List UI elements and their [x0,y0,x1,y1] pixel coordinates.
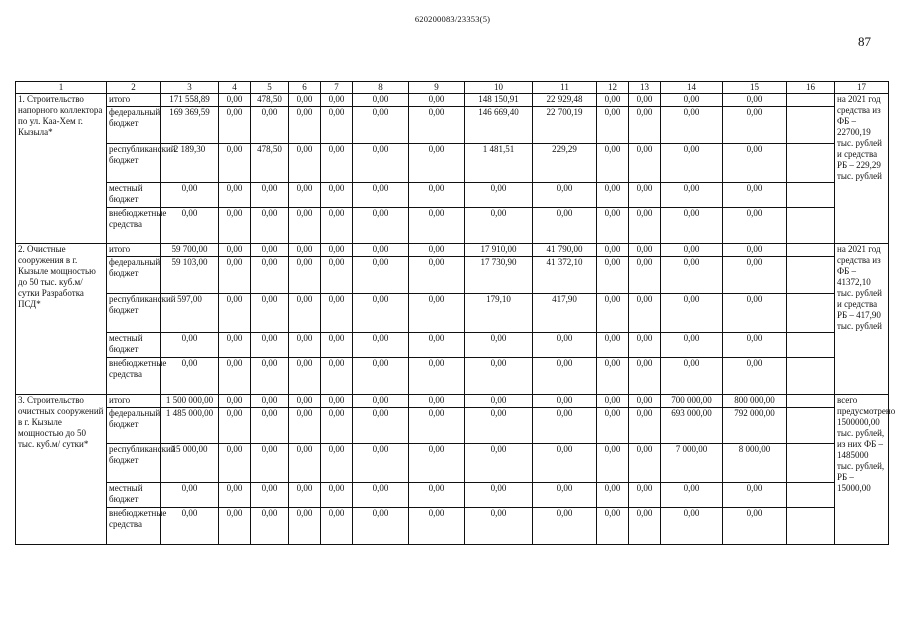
amount-cell: 0,00 [353,357,409,394]
amount-cell: 0,00 [161,357,219,394]
amount-cell: 0,00 [465,444,533,483]
amount-cell: 1 485 000,00 [161,407,219,444]
amount-cell [787,394,835,407]
amount-cell: 0,00 [321,332,353,357]
amount-cell: 0,00 [533,207,597,244]
column-number: 12 [597,82,629,94]
amount-cell: 0,00 [661,244,723,257]
amount-cell: 0,00 [533,483,597,508]
amount-cell: 0,00 [289,207,321,244]
amount-cell: 0,00 [597,357,629,394]
amount-cell: 0,00 [353,182,409,207]
amount-cell: 0,00 [723,244,787,257]
amount-cell: 0,00 [661,294,723,333]
amount-cell: 0,00 [597,394,629,407]
amount-cell: 0,00 [597,508,629,545]
amount-cell: 0,00 [289,357,321,394]
amount-cell: 0,00 [353,394,409,407]
amount-cell: 0,00 [353,294,409,333]
amount-cell [787,444,835,483]
amount-cell: 22 929,48 [533,94,597,107]
amount-cell: 0,00 [661,508,723,545]
amount-cell: 0,00 [353,332,409,357]
amount-cell [787,106,835,143]
amount-cell: 0,00 [465,207,533,244]
amount-cell: 0,00 [251,257,289,294]
amount-cell: 792 000,00 [723,407,787,444]
funding-source: итого [107,94,161,107]
table-row [16,407,889,444]
amount-cell: 0,00 [251,332,289,357]
column-number: 9 [409,82,465,94]
funding-source: внебюджетные средства [107,207,161,244]
amount-cell: 0,00 [289,394,321,407]
amount-cell: 0,00 [409,508,465,545]
amount-cell: 800 000,00 [723,394,787,407]
funding-source: федеральный бюджет [107,257,161,294]
amount-cell: 0,00 [219,182,251,207]
amount-cell: 0,00 [661,257,723,294]
amount-cell: 0,00 [465,407,533,444]
funding-source: местный бюджет [107,182,161,207]
amount-cell: 0,00 [321,207,353,244]
amount-cell: 0,00 [629,294,661,333]
amount-cell: 0,00 [219,394,251,407]
project-name: 1. Строительство напорного коллектора по ул. Каа-Хем г. Кызыла* [16,94,107,244]
amount-cell: 0,00 [289,182,321,207]
document-id: 620200083/23353(5) [414,14,491,24]
amount-cell: 0,00 [161,182,219,207]
amount-cell: 0,00 [597,244,629,257]
amount-cell: 0,00 [321,143,353,182]
amount-cell: 0,00 [321,394,353,407]
amount-cell: 0,00 [161,483,219,508]
amount-cell [787,483,835,508]
amount-cell: 0,00 [409,143,465,182]
amount-cell [787,143,835,182]
column-number: 1 [16,82,107,94]
amount-cell: 0,00 [353,444,409,483]
amount-cell: 1 481,51 [465,143,533,182]
amount-cell: 179,10 [465,294,533,333]
amount-cell: 0,00 [219,257,251,294]
amount-cell: 700 000,00 [661,394,723,407]
column-numbers-row [16,82,889,94]
amount-cell: 7 000,00 [661,444,723,483]
amount-cell: 41 790,00 [533,244,597,257]
funding-source: внебюджетные средства [107,508,161,545]
amount-cell: 597,00 [161,294,219,333]
amount-cell [787,207,835,244]
amount-cell: 15 000,00 [161,444,219,483]
amount-cell: 0,00 [409,207,465,244]
amount-cell: 229,29 [533,143,597,182]
amount-cell: 0,00 [219,407,251,444]
amount-cell: 0,00 [289,407,321,444]
amount-cell: 0,00 [409,332,465,357]
amount-cell [787,257,835,294]
amount-cell: 0,00 [289,143,321,182]
amount-cell: 0,00 [661,106,723,143]
amount-cell: 0,00 [219,483,251,508]
amount-cell: 0,00 [723,106,787,143]
amount-cell: 0,00 [597,106,629,143]
amount-cell: 0,00 [219,332,251,357]
amount-cell: 0,00 [629,483,661,508]
amount-cell: 0,00 [723,332,787,357]
amount-cell: 0,00 [321,182,353,207]
amount-cell: 0,00 [321,106,353,143]
column-number: 15 [723,82,787,94]
amount-cell: 0,00 [251,207,289,244]
amount-cell: 0,00 [629,143,661,182]
amount-cell: 0,00 [723,94,787,107]
amount-cell: 0,00 [219,508,251,545]
amount-cell: 0,00 [219,94,251,107]
table-row [16,244,889,257]
funding-source: федеральный бюджет [107,407,161,444]
amount-cell: 0,00 [723,257,787,294]
amount-cell: 0,00 [251,483,289,508]
amount-cell: 0,00 [251,394,289,407]
amount-cell: 146 669,40 [465,106,533,143]
amount-cell: 0,00 [409,94,465,107]
amount-cell: 0,00 [289,483,321,508]
amount-cell: 0,00 [629,508,661,545]
amount-cell: 0,00 [723,508,787,545]
amount-cell: 693 000,00 [661,407,723,444]
column-number: 16 [787,82,835,94]
amount-cell: 0,00 [289,294,321,333]
amount-cell: 0,00 [629,106,661,143]
amount-cell: 22 700,19 [533,106,597,143]
amount-cell: 0,00 [533,357,597,394]
table-row [16,294,889,333]
amount-cell: 2 189,30 [161,143,219,182]
amount-cell: 0,00 [251,182,289,207]
amount-cell: 0,00 [723,483,787,508]
amount-cell [787,182,835,207]
amount-cell: 0,00 [629,257,661,294]
amount-cell: 0,00 [661,332,723,357]
amount-cell: 0,00 [321,357,353,394]
column-number: 3 [161,82,219,94]
funding-source: республиканский бюджет [107,444,161,483]
amount-cell: 8 000,00 [723,444,787,483]
amount-cell [787,94,835,107]
amount-cell: 0,00 [597,332,629,357]
amount-cell: 0,00 [219,357,251,394]
amount-cell: 0,00 [533,444,597,483]
amount-cell: 0,00 [353,508,409,545]
amount-cell: 0,00 [321,483,353,508]
amount-cell: 0,00 [289,332,321,357]
amount-cell: 0,00 [219,143,251,182]
amount-cell: 0,00 [629,94,661,107]
amount-cell: 0,00 [219,444,251,483]
amount-cell: 0,00 [661,143,723,182]
amount-cell: 0,00 [661,357,723,394]
amount-cell: 0,00 [723,207,787,244]
amount-cell: 0,00 [629,394,661,407]
amount-cell: 0,00 [629,444,661,483]
table-row [16,394,889,407]
amount-cell: 0,00 [251,244,289,257]
amount-cell: 0,00 [409,182,465,207]
amount-cell: 41 372,10 [533,257,597,294]
project-name: 3. Строительство очистных сооружений в г. Кызыле мощностью до 50 тыс. куб.м/ сутки* [16,394,107,544]
amount-cell: 171 558,89 [161,94,219,107]
amount-cell [787,294,835,333]
project-name: 2. Очистные сооружения в г. Кызыле мощностью до 50 тыс. куб.м/ сутки Разработка ПСД* [16,244,107,394]
funding-source: местный бюджет [107,483,161,508]
amount-cell: 0,00 [409,357,465,394]
amount-cell: 0,00 [533,332,597,357]
funding-source: федеральный бюджет [107,106,161,143]
column-number: 11 [533,82,597,94]
amount-cell: 0,00 [629,357,661,394]
amount-cell: 0,00 [353,483,409,508]
amount-cell: 17 730,90 [465,257,533,294]
table-row [16,207,889,244]
amount-cell: 0,00 [597,143,629,182]
column-number: 10 [465,82,533,94]
table-row [16,508,889,545]
amount-cell: 0,00 [251,508,289,545]
amount-cell: 0,00 [353,106,409,143]
amount-cell: 0,00 [289,257,321,294]
table-row [16,143,889,182]
amount-cell: 0,00 [219,244,251,257]
column-number: 14 [661,82,723,94]
amount-cell: 0,00 [161,508,219,545]
table-body [16,94,896,545]
table-row [16,332,889,357]
amount-cell: 0,00 [321,444,353,483]
funding-source: итого [107,244,161,257]
page-number: 87 [858,34,871,49]
amount-cell: 0,00 [289,508,321,545]
amount-cell [787,407,835,444]
amount-cell: 0,00 [409,394,465,407]
funding-source: итого [107,394,161,407]
amount-cell: 0,00 [321,508,353,545]
amount-cell: 0,00 [289,444,321,483]
project-note: на 2021 год средства из ФБ – 22700,19 тыс. рублей и средства РБ – 229,29 тыс. рублей [835,94,889,244]
amount-cell: 0,00 [219,294,251,333]
column-number: 4 [219,82,251,94]
project-note: всего предусмотрено 1500000,00 тыс. рублей, из них ФБ – 1485000 тыс. рублей, РБ – 15000,00 [835,394,889,544]
amount-cell: 0,00 [597,294,629,333]
amount-cell: 0,00 [321,94,353,107]
amount-cell: 0,00 [409,106,465,143]
funding-source: внебюджетные средства [107,357,161,394]
table-row [16,182,889,207]
amount-cell: 478,50 [251,94,289,107]
amount-cell [787,332,835,357]
amount-cell: 0,00 [353,407,409,444]
amount-cell: 0,00 [409,257,465,294]
amount-cell: 0,00 [161,332,219,357]
amount-cell: 0,00 [629,244,661,257]
amount-cell: 0,00 [629,182,661,207]
table-row [16,94,889,107]
amount-cell: 0,00 [219,207,251,244]
table-row [16,444,889,483]
amount-cell: 0,00 [251,106,289,143]
amount-cell: 478,50 [251,143,289,182]
amount-cell: 0,00 [465,483,533,508]
amount-cell: 0,00 [321,294,353,333]
amount-cell: 0,00 [597,207,629,244]
amount-cell: 0,00 [251,357,289,394]
amount-cell: 0,00 [723,294,787,333]
amount-cell: 0,00 [465,357,533,394]
amount-cell [787,357,835,394]
project-note: на 2021 год средства из ФБ – 41372,10 тыс. рублей и средства РБ – 417,90 тыс. рублей [835,244,889,394]
column-number: 17 [835,82,889,94]
amount-cell: 0,00 [533,508,597,545]
column-number: 13 [629,82,661,94]
amount-cell: 0,00 [533,407,597,444]
amount-cell: 0,00 [321,257,353,294]
amount-cell: 17 910,00 [465,244,533,257]
amount-cell: 0,00 [597,407,629,444]
amount-cell: 0,00 [219,106,251,143]
amount-cell: 0,00 [723,357,787,394]
amount-cell: 0,00 [723,182,787,207]
amount-cell: 417,90 [533,294,597,333]
amount-cell [787,508,835,545]
amount-cell: 0,00 [629,407,661,444]
amount-cell: 0,00 [353,257,409,294]
amount-cell: 0,00 [465,508,533,545]
amount-cell: 0,00 [409,244,465,257]
amount-cell: 0,00 [353,207,409,244]
amount-cell: 0,00 [409,444,465,483]
amount-cell: 0,00 [723,143,787,182]
amount-cell: 0,00 [409,407,465,444]
amount-cell: 0,00 [661,94,723,107]
amount-cell: 0,00 [465,332,533,357]
amount-cell: 169 369,59 [161,106,219,143]
column-number: 6 [289,82,321,94]
amount-cell: 0,00 [597,444,629,483]
funding-source: республиканский бюджет [107,143,161,182]
amount-cell: 148 150,91 [465,94,533,107]
funding-source: местный бюджет [107,332,161,357]
amount-cell: 0,00 [289,244,321,257]
amount-cell: 0,00 [597,182,629,207]
amount-cell: 0,00 [409,294,465,333]
column-number: 5 [251,82,289,94]
funding-source: республиканский бюджет [107,294,161,333]
amount-cell: 0,00 [597,94,629,107]
amount-cell: 0,00 [161,207,219,244]
table-row [16,357,889,394]
amount-cell: 0,00 [661,182,723,207]
amount-cell: 0,00 [289,106,321,143]
amount-cell: 0,00 [597,257,629,294]
amount-cell: 0,00 [409,483,465,508]
amount-cell: 0,00 [321,407,353,444]
amount-cell: 0,00 [251,294,289,333]
amount-cell [787,244,835,257]
amount-cell: 0,00 [289,94,321,107]
amount-cell: 0,00 [661,483,723,508]
table-row [16,483,889,508]
table-row [16,106,889,143]
amount-cell: 0,00 [251,444,289,483]
column-number: 7 [321,82,353,94]
table-row [16,257,889,294]
amount-cell: 0,00 [661,207,723,244]
amount-cell: 0,00 [533,182,597,207]
amount-cell: 0,00 [353,143,409,182]
column-number: 8 [353,82,409,94]
amount-cell: 0,00 [597,483,629,508]
amount-cell: 0,00 [353,244,409,257]
amount-cell: 0,00 [533,394,597,407]
amount-cell: 0,00 [629,332,661,357]
amount-cell: 59 700,00 [161,244,219,257]
amount-cell: 0,00 [465,182,533,207]
amount-cell: 0,00 [629,207,661,244]
amount-cell: 0,00 [353,94,409,107]
column-number: 2 [107,82,161,94]
amount-cell: 59 103,00 [161,257,219,294]
amount-cell: 0,00 [465,394,533,407]
amount-cell: 0,00 [321,244,353,257]
amount-cell: 1 500 000,00 [161,394,219,407]
budget-table [15,81,896,545]
amount-cell: 0,00 [251,407,289,444]
